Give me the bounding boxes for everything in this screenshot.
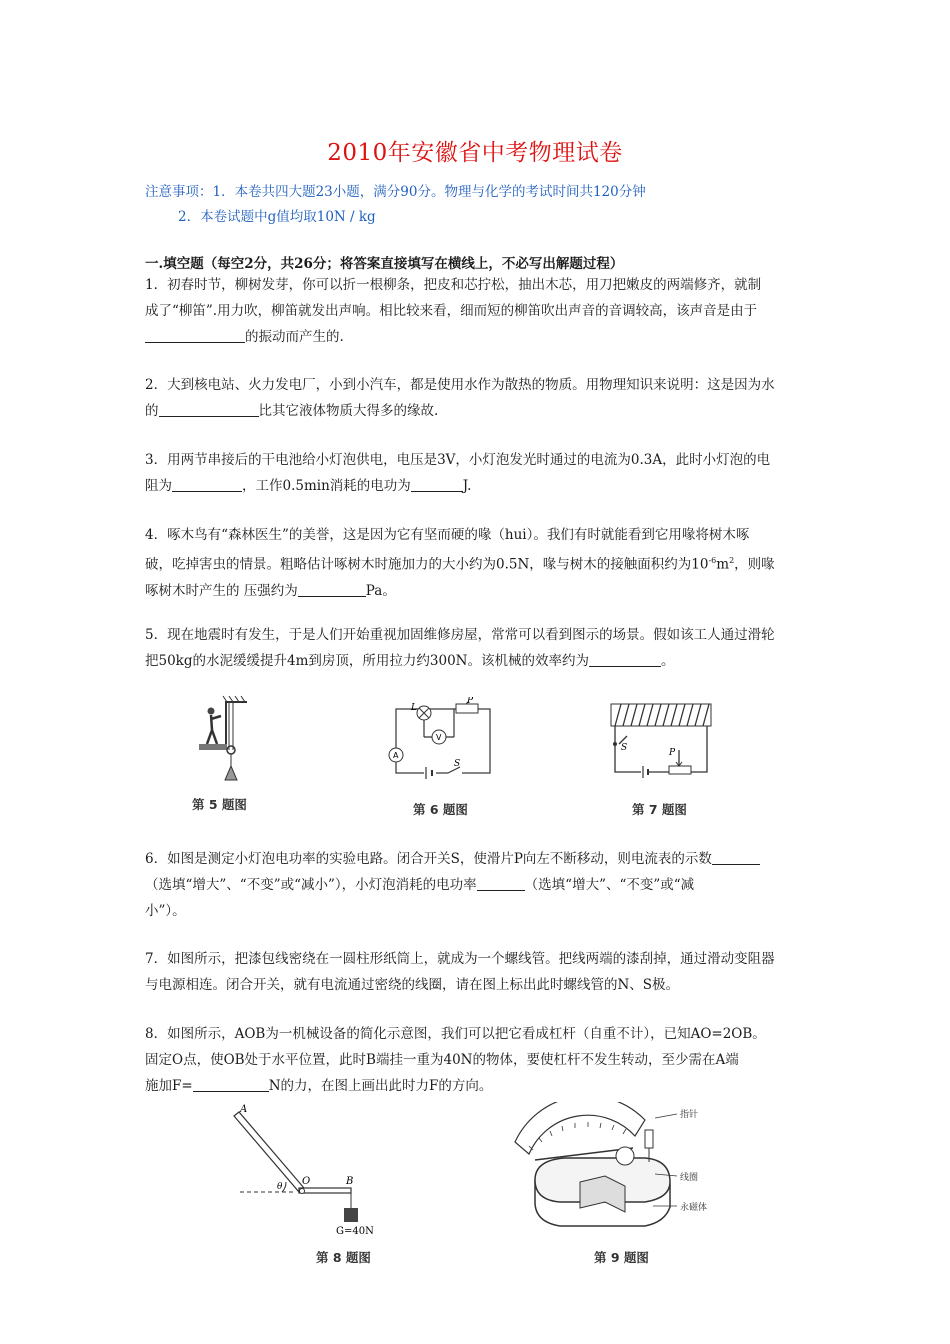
figure-5-caption: 第 5 题图 (192, 797, 247, 812)
question-6: 6．如图是测定小灯泡电功率的实验电路。闭合开关S，使滑片P向左不断移动，则电流表的示数 （选填“增大”、“不变”或“减小”），小灯泡消耗的电功率 （选填“增大”、“不变”或“减 小”）。 (145, 846, 807, 924)
svg-text:O: O (302, 1176, 311, 1187)
answer-blank[interactable] (589, 652, 661, 667)
svg-text:永磁体: 永磁体 (680, 1203, 708, 1213)
svg-text:S: S (454, 759, 461, 769)
question-7: 7．如图所示，把漆包线密绕在一圆柱形纸筒上，就成为一个螺线管。把线两端的漆刮掉，通过滑动变阻器 与电源相连。闭合开关，就有电流通过密绕的线圈，请在图上标出此时螺线管的N、S极。 (145, 951, 775, 993)
figure-6-caption: 第 6 题图 (413, 802, 468, 817)
figure-9-meter (505, 1102, 720, 1242)
svg-text:S: S (621, 743, 628, 753)
svg-text:θ: θ (277, 1182, 283, 1192)
figure-8-caption: 第 8 题图 (316, 1250, 371, 1265)
svg-text:V: V (436, 733, 442, 742)
svg-text:L: L (411, 703, 417, 713)
figure-5-pulley-worker (195, 694, 265, 794)
question-1: 1．初春时节，柳树发芽，你可以折一根柳条，把皮和芯拧松，抽出木芯，用刀把嫩皮的两端修齐，就制 成了“柳笛”.用力吹，柳笛就发出声响。相比较来看，细而短的柳笛吹出声音的音调较高，该声音是由于 的振动而产生的. (145, 277, 762, 345)
notice-line-1: 注意事项：1．本卷共四大题23小题，满分90分。物理与化学的考试时间共120分钟 (145, 184, 646, 200)
question-5: 5．现在地震时有发生，于是人们开始重视加固维修房屋，常常可以看到图示的场景。假如该工人通过滑轮 把50kg的水泥缓缓提升4m到房顶，所用拉力约300N。该机械的效率约为 。 (145, 627, 775, 669)
figure-9-caption: 第 9 题图 (594, 1250, 649, 1265)
svg-text:B: B (346, 1176, 354, 1187)
svg-text:A: A (240, 1104, 248, 1115)
svg-text:P: P (669, 748, 676, 758)
svg-text:A: A (393, 751, 399, 760)
answer-blank[interactable] (712, 850, 760, 865)
question-2: 2．大到核电站、火力发电厂，小到小汽车，都是使用水作为散热的物质。用物理知识来说明：这是因为水 的 比其它液体物质大得多的缘故. (145, 377, 775, 419)
answer-blank[interactable] (159, 402, 259, 417)
figure-8-lever (230, 1100, 390, 1250)
notice-line-2: 2．本卷试题中g值均取10N / kg (178, 209, 376, 225)
figure-7-caption: 第 7 题图 (632, 802, 687, 817)
question-4: 4．啄木鸟有“森林医生”的美誉，这是因为它有坚而硬的喙（hui）。我们有时就能看到它用喙将树木啄 破，吃掉害虫的情景。粗略估计啄树木时施加力的大小约为0.5N，喙与树木的接触面积约为$10^{-6}m^2$，则喙 啄树木时产生的 压强约为 Pa。 (145, 527, 775, 599)
answer-blank[interactable] (411, 477, 463, 492)
answer-blank[interactable] (298, 582, 366, 597)
question-3: 3．用两节串接后的干电池给小灯泡供电，电压是3V，小灯泡发光时通过的电流为0.3A，此时小灯泡的电 阻为 ，工作0.5min消耗的电功为 J. (145, 452, 771, 494)
question-8: 8．如图所示，AOB为一机械设备的简化示意图，我们可以把它看成杠杆（自重不计），已知AO=2OB。 固定O点，使OB处于水平位置，此时B端挂一重为40N的物体，要使杠杆不发生转动，至少需在A端 施加F= N的力，在图上画出此时力F的方向。 (145, 1026, 766, 1094)
svg-text:P: P (467, 697, 474, 706)
section-heading: 一.填空题（每空2分，共26分；将答案直接填写在横线上，不必写出解题过程） (145, 256, 624, 272)
page-title: 2010年安徽省中考物理试卷 (327, 140, 623, 166)
svg-text:线圈: 线圈 (680, 1173, 699, 1183)
answer-blank[interactable] (172, 477, 242, 492)
answer-blank[interactable] (193, 1077, 269, 1092)
svg-text:指针: 指针 (680, 1110, 699, 1120)
figure-7-solenoid (603, 700, 718, 785)
answer-blank[interactable] (145, 328, 245, 343)
answer-blank[interactable] (477, 876, 525, 891)
figure-6-circuit (386, 697, 496, 782)
svg-text:G=40N: G=40N (336, 1226, 374, 1237)
